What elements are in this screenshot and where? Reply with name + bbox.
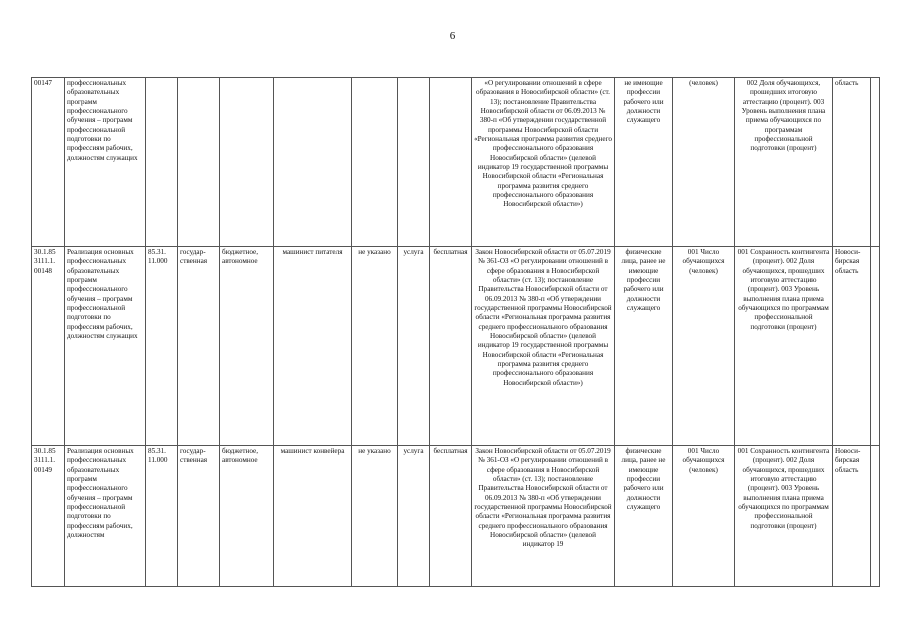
table-row	[32, 78, 880, 247]
volume-indicator-cell: 001 Число обучающихся (человек)	[673, 446, 735, 587]
region-cell: область	[833, 78, 871, 247]
register-code-cell: 00147	[32, 78, 65, 247]
service-type-cell: услуга	[398, 446, 430, 587]
content-cell: машинист питателя	[274, 247, 352, 446]
consumers-cell: физические лица, ранее не имеющие профессии рабочего или должности служащего	[615, 446, 673, 587]
consumers-cell: не имеющие профессии рабочего или должности служащего	[615, 78, 673, 247]
quality-indicator-cell: 002 Доля обучающихся, прошедших итоговую аттестацию (процент). 003 Уровень выполнения плана приема обучающихся по программам профессиональной подготовки (процент)	[735, 78, 833, 247]
owner-cell	[178, 78, 220, 247]
institution-type-cell: бюджетное, автономное	[220, 446, 274, 587]
condition-cell: не указано	[352, 446, 398, 587]
volume-indicator-cell: 001 Число обучающихся (человек)	[673, 247, 735, 446]
owner-cell: государ-ственная	[178, 247, 220, 446]
register-code-cell: 30.1.85 3111.1. 00148	[32, 247, 65, 446]
region-cell: Новоси-бирская область	[833, 446, 871, 587]
payment-cell: бесплатная	[430, 247, 472, 446]
empty-cell	[871, 247, 880, 446]
service-name-cell: Реализация основных профессиональных образовательных программ профессионального обучения – программ профессиональной подготовки по профессиям рабочих, должностям служащих	[65, 247, 146, 446]
consumers-cell: физические лица, ранее не имеющие профессии рабочего или должности служащего	[615, 247, 673, 446]
volume-indicator-cell: (человек)	[673, 78, 735, 247]
services-table	[31, 77, 880, 587]
content-cell	[274, 78, 352, 247]
register-code-cell: 30.1.85 3111.1. 00149	[32, 446, 65, 587]
quality-indicator-cell: 001 Сохранность контингента (процент). 002 Доля обучающихся, прошедших итоговую аттестацию (процент). 003 Уровень выполнения плана приема обучающихся по программам профессиональной подготовки (процент)	[735, 247, 833, 446]
service-type-cell	[398, 78, 430, 247]
service-name-cell: профессиональных образовательных программ профессионального обучения – программ профессиональной подготовки по профессиям рабочих, должностям служащих	[65, 78, 146, 247]
empty-cell	[871, 446, 880, 587]
service-name-cell: Реализация основных профессиональных образовательных программ профессионального обучения – программ профессиональной подготовки по профессиям рабочих, должностям	[65, 446, 146, 587]
payment-cell: бесплатная	[430, 446, 472, 587]
table-row	[32, 247, 880, 446]
content-cell: машинист конвейера	[274, 446, 352, 587]
owner-cell: государ-ственная	[178, 446, 220, 587]
condition-cell	[352, 78, 398, 247]
legal-basis-cell: «О регулировании отношений в сфере образования в Новосибирской области» (ст. 13); постановление Правительства Новосибирской области от 06.09.2013 № 380-п «Об утверждении государственной программы Новосибирской области «Региональная программа развития среднего профессионального образования Новосибирской области» (целевой индикатор 19 государственной программы Новосибирской области «Региональная программа развития среднего профессионального образования Новосибирской области»)	[472, 78, 615, 247]
table-row	[32, 446, 880, 587]
institution-type-cell: бюджетное, автономное	[220, 247, 274, 446]
legal-basis-cell: Закон Новосибирской области от 05.07.2019 № 361-ОЗ «О регулировании отношений в сфере образования в Новосибирской области» (ст. 13); постановление Правительства Новосибирской области от 06.09.2013 № 380-п «Об утверждении государственной программы Новосибирской области «Региональная программа развития среднего профессионального образования Новосибирской области» (целевой индикатор 19	[472, 446, 615, 587]
empty-cell	[871, 78, 880, 247]
page-number: 6	[449, 30, 456, 42]
service-type-cell: услуга	[398, 247, 430, 446]
payment-cell	[430, 78, 472, 247]
legal-basis-cell: Закон Новосибирской области от 05.07.2019 № 361-ОЗ «О регулировании отношений в сфере образования в Новосибирской области» (ст. 13); постановление Правительства Новосибирской области от 06.09.2013 № 380-п «Об утверждении государственной программы Новосибирской области «Региональная программа развития среднего профессионального образования Новосибирской области» (целевой индикатор 19 государственной программы Новосибирской области «Региональная программа развития среднего профессионального образования Новосибирской области»)	[472, 247, 615, 446]
okved-cell: 85.31. 11.000	[146, 446, 178, 587]
quality-indicator-cell: 001 Сохранность контингента (процент). 002 Доля обучающихся, прошедших итоговую аттестацию (процент). 003 Уровень выполнения плана приема обучающихся по программам профессиональной подготовки (процент)	[735, 446, 833, 587]
okved-cell: 85.31. 11.000	[146, 247, 178, 446]
region-cell: Новоси-бирская область	[833, 247, 871, 446]
institution-type-cell	[220, 78, 274, 247]
condition-cell: не указано	[352, 247, 398, 446]
okved-cell	[146, 78, 178, 247]
